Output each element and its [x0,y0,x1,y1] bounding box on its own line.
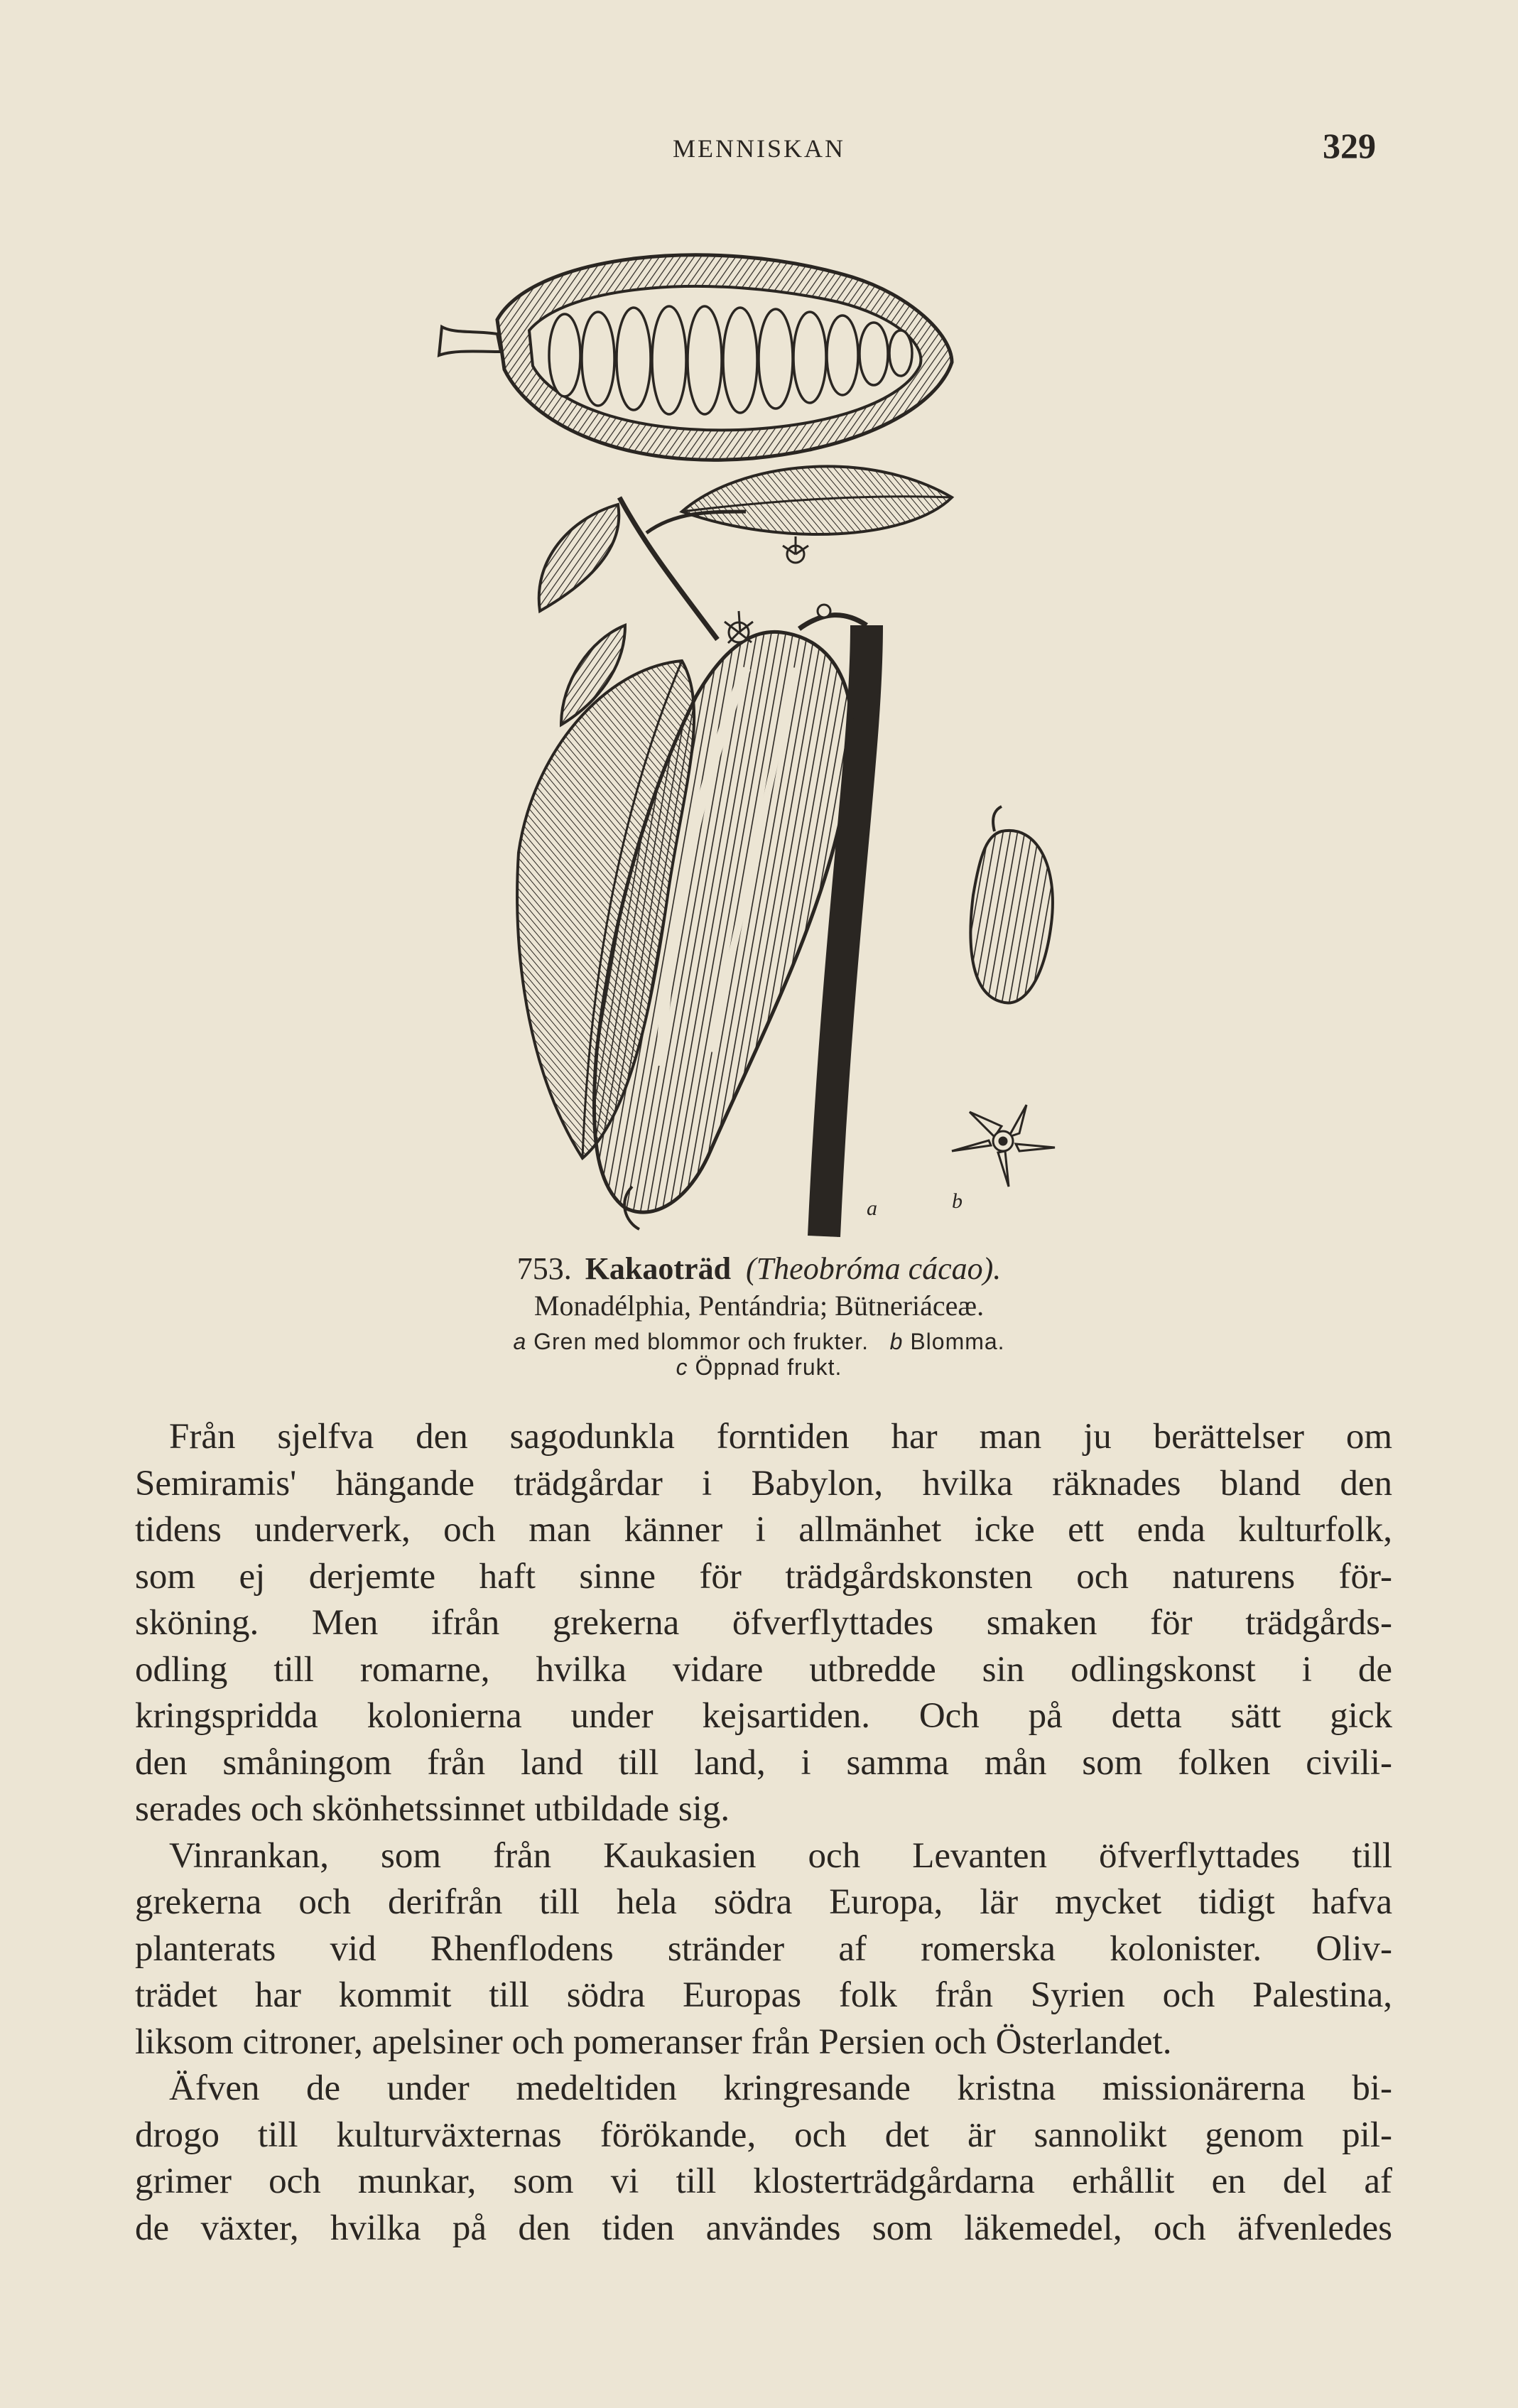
text-line: serades och skönhetssinnet utbildade sig. [135,1789,730,1829]
figure-classification: Monadélphia, Pentándria; Bütneriáceæ. [533,1290,985,1322]
text-line: kringspridda kolonierna under kejsartiden. Och på detta sätt gick [135,1696,1392,1736]
text-line: Semiramis' hängande trädgårdar i Babylon, hvilka räknades bland den [135,1463,1392,1503]
body-text [135,1414,1392,2252]
text-line: liksom citroner, apelsiner och pomeranser från Persien och Österlandet. [135,2021,1172,2062]
text-line: den småningom från land till land, i samma mån som folken civili- [135,1742,1392,1783]
text-line: drogo till kulturväxternas förökande, och det är sannolikt genom pil- [135,2115,1392,2155]
text-line: Äfven de under medeltiden kringresande kristna missionärerna bi- [169,2068,1392,2108]
running-head: MENNISKAN [673,134,845,163]
text-line: Från sjelfva den sagodunkla forntiden har man ju berättelser om [169,1417,1392,1457]
text-line: tidens underverk, och man känner i allmänhet icke ett enda kulturfolk, [135,1510,1392,1550]
text-line: sköning. Men ifrån grekerna öfverflyttades smaken för trädgårds- [135,1603,1392,1643]
text-line: odling till romarne, hvilka vidare utbredde sin odlingskonst i de [135,1649,1392,1690]
text-line: Vinrankan, som från Kaukasien och Levanten öfverflyttades till [169,1835,1392,1876]
opened-fruit-illustration [439,255,952,460]
text-line: som ej derjemte haft sinne för trädgårdskonsten och naturens för- [135,1556,1392,1597]
flower-cluster-illustration [725,536,830,643]
small-pod-illustration [970,806,1053,1003]
text-line: trädet har kommit till södra Europas folk från Syrien och Palestina, [135,1975,1392,2015]
legend-letter-c: c [676,1354,688,1380]
text-line: grekerna och derifrån till hela södra Europa, lär mycket tidigt hafva [135,1882,1392,1922]
figure-name: Kakaoträd [585,1251,732,1286]
figure-label-a: a [867,1197,877,1220]
legend-letter-a: a [513,1329,527,1354]
text-line: de växter, hvilka på den tiden användes som läkemedel, och äfvenledes [135,2208,1392,2248]
legend-text-a: Gren med blommor och frukter. [533,1329,869,1354]
page-number: 329 [1323,126,1376,166]
legend-text-b: Blomma. [910,1329,1005,1354]
single-flower-illustration [952,1105,1055,1187]
figure-caption-title [0,1251,1518,1287]
figure-latin-name: (Theobróma cácao). [746,1251,1002,1286]
figure-number: 753. [516,1251,572,1286]
figure-legend-c [0,1354,1518,1381]
figure-legend-ab [0,1329,1518,1355]
legend-letter-b: b [889,1329,904,1354]
cacao-engraving [412,213,1080,1251]
figure-label-b: b [952,1189,963,1213]
text-line: grimer och munkar, som vi till klosterträdgårdarna erhållit en del af [135,2161,1392,2201]
text-line: planterats vid Rhenflodens stränder af romerska kolonister. Oliv- [135,1928,1392,1969]
legend-text-c: Öppnad frukt. [695,1354,842,1380]
